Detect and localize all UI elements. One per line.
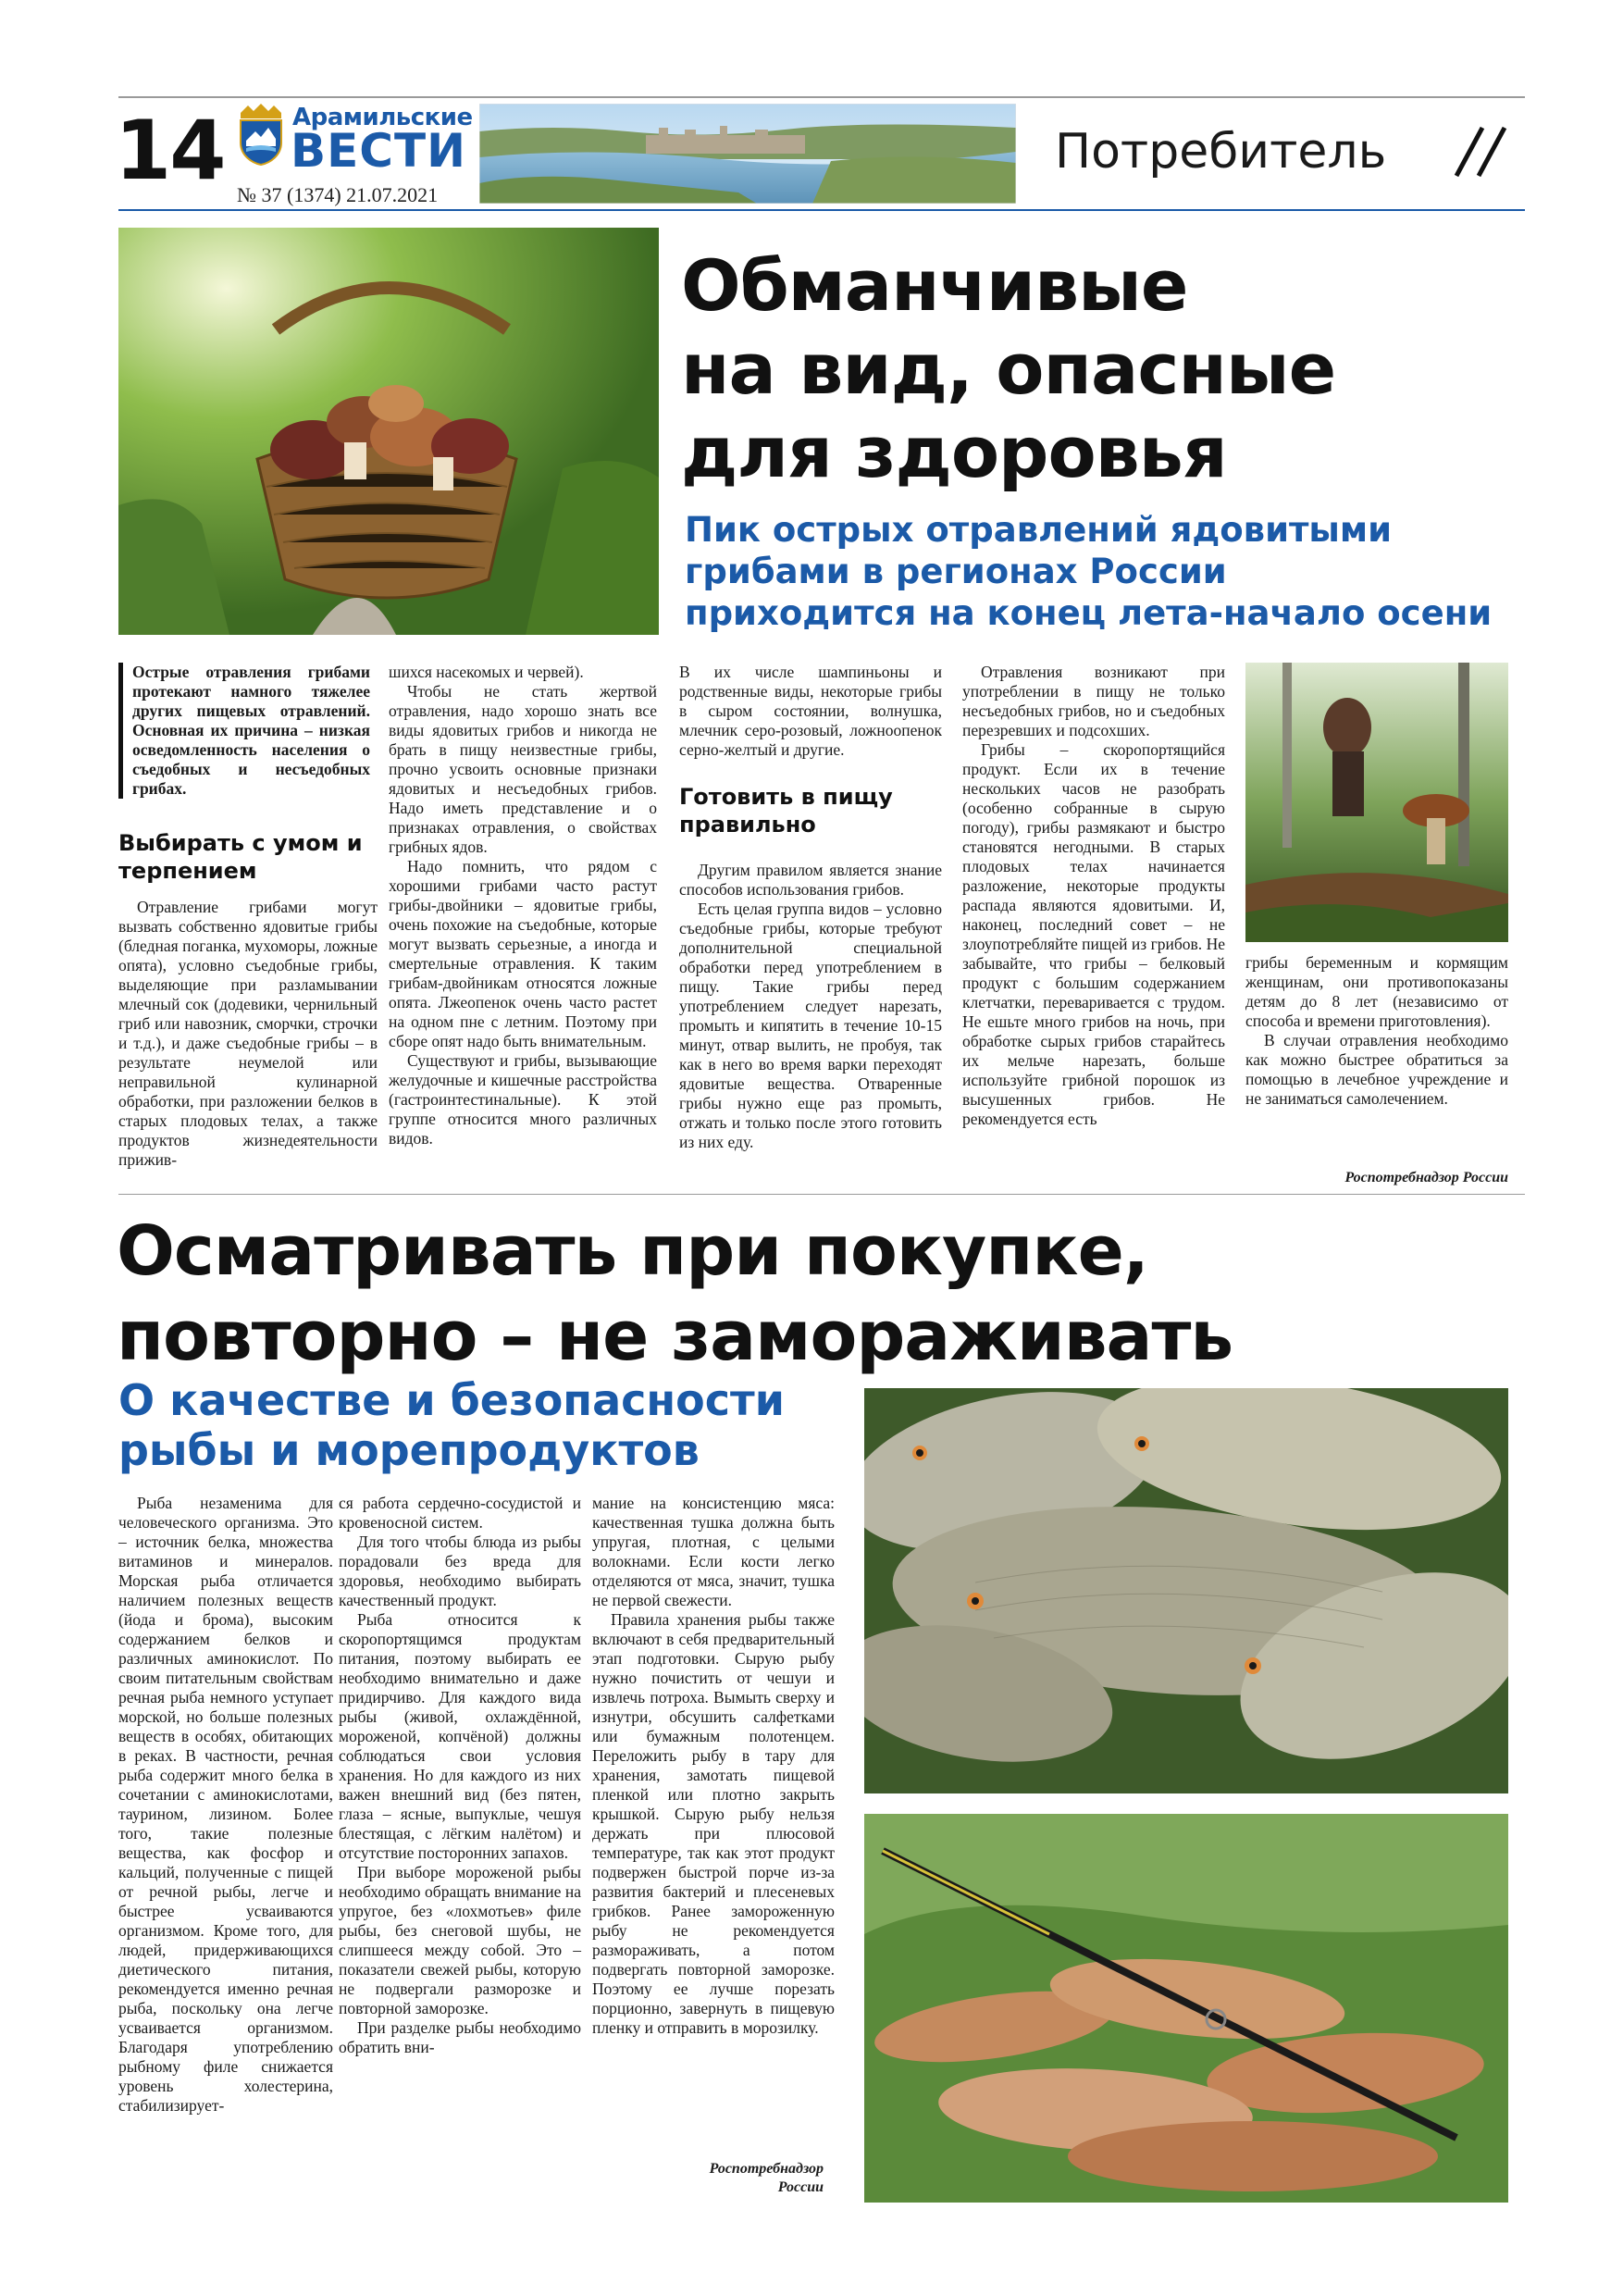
page-number: 14 [115,103,225,198]
mushroom-basket-photo [118,228,659,635]
article2-subheadline-line: рыбы и морепродуктов [118,1425,700,1475]
paragraph: Отравления возникают при употреблении в пищу не только несъедобных грибов, но и съедобных перезревших и подсохших. [962,663,1225,739]
town-panorama-image [479,104,1016,204]
article1-subheadline [685,509,1518,634]
paragraph: ся работа сердечно-сосудистой и кровеносной систем. [339,1494,581,1532]
article1-subheadline-line: приходится на конец лета-начало осени [685,593,1493,633]
article1-column-1 [118,898,378,1170]
article1-lead: Острые отравления грибами протекают намного тяжелее других пищевых отравлений. Основная их причина – низкая осведомленность населения о съедобных и несъедобных грибах. [118,663,370,799]
paragraph: шихся насекомых и червей). [389,663,584,681]
newspaper-logo [235,100,473,185]
paragraph: Чтобы не стать жертвой отравления, надо хорошо знать все виды ядовитых грибов и никогда не брать в пищу неизвестные грибы, прочно усвоить основные признаки ядовитых и несъедобных грибов. Надо иметь представление и о признаках отравления, о свойствах грибных ядов. [389,682,657,856]
paragraph: Рыба незаменима для человеческого организма. Это – источник белка, множества витаминов и минералов. Морская рыба отличается наличием полезных веществ (йода и брома), высоким содержанием белков и различных аминокислот. По своим питательным свойствам речная рыба немного уступает морской, но больше полезных веществ в особях, обитающих в реках. В частности, речная рыба содержит много белка в сочетании с аминокислотами, таурином, лизином. Более того, такие полезные вещества, как фосфор и кальций, полученные с пищей от речной рыбы, легче и быстрее усваиваются организмом. Кроме того, для людей, придерживающихся диетического питания, рекомендуется именно речная рыба, поскольку она легче усваивается организмом. Благодаря употреблению рыбному филе снижается уровень холестерина, стабилизирует- [118,1494,333,2115]
article1-headline-line: на вид, опасные [681,328,1336,410]
article2-subheadline-line: О качестве и безопасности [118,1375,785,1425]
issue-info: № 37 (1374) 21.07.2021 [237,183,439,206]
article2-subheadline [118,1375,859,1475]
paragraph: Надо помнить, что рядом с хорошими грибами часто растут грибы-двойники – ядовитые грибы, очень похожие на съедобные, которые могут вызвать серьезные, а иногда и смертельные отравления. К таким грибам-двойникам относятся ложные опята. Лжеопенок очень часто растет на одном пне с летним. Поэтому при сборе опят надо быть внимательным. [389,857,657,1050]
paragraph: В случаи отравления необходимо как можно быстрее обратиться за помощью в лечебное учреждение и не заниматься самолечением. [1245,1031,1508,1108]
article1-column-5 [1245,953,1508,1109]
paragraph: Грибы – скоропортящийся продукт. Если их в течение нескольких часов не разобрать (особенно собранные в сырую погоду), грибы размякают и быстро становятся негодными. В старых плодовых телах начинается разложение, некоторые продукты распада являются ядовитыми. И, наконец, последний совет – не злоупотребляйте пищей из грибов. Не забывайте, что грибы – белковый продукт с большим содержанием клетчатки, переваривается с трудом. Не ешьте много грибов на ночь, при обработке сырых грибов старайтесь их мельче нарезать, больше используйте грибной порошок из высушенных грибов. Не рекомендуется есть [962,740,1225,1128]
logo-top-text: Арамильские [292,104,473,131]
article2-headline-line: повторно – не замораживать [117,1297,1233,1376]
article-divider [118,1194,1525,1195]
double-slash-icon [1449,126,1514,178]
forest-mushroom-photo [1245,663,1508,942]
paragraph: грибы беременным и кормящим женщинам, они противопоказаны детям до 8 лет (независимо от способа и времени приготовления). [1245,953,1508,1030]
article1-column-3-body [679,861,942,1152]
article2-source [592,2160,824,2197]
article2-headline-line: Осматривать при покупке, [117,1211,1148,1291]
crest-icon [235,100,287,167]
paragraph: Для того чтобы блюда из рыбы порадовали без вреда для здоровья, необходимо выбирать качественный продукт. [339,1533,581,1609]
paragraph: Правила хранения рыбы также включают в себя предварительный этап подготовки. Сырую рыбу нужно почистить от чешуи и извлечь потроха. Вымыть сверху и изнутри, обсушить салфетками или бумажным полотенцем. Переложить рыбу в тару для хранения, замотать пищевой пленкой или плотно закрыть крышкой. Сырую рыбу нельзя держать при плюсовой температуре, так как этот продукт подвержен быстрой порче из-за развития бактерий и плесеневых грибков. Ранее замороженную рыбу не рекомендуется размораживать, а потом подвергать повторной заморозке. Поэтому ее лучше порезать порционно, завернуть в пищевую пленку и отправить в морозилку. [592,1610,835,2037]
paragraph: мание на консистенцию мяса: качественная тушка должна быть упругая, плотная, с целыми волокнами. Если кости легко отделяются от мяса, значит, тушка не первой свежести. [592,1494,835,1609]
paragraph: При разделке рыбы необходимо обратить вни- [339,2018,581,2056]
paragraph: В их числе шампиньоны и родственные виды, некоторые грибы в сыром состоянии, волнушка, млечник серо-розовый, ложноопенок серно-желтый и другие. [679,663,942,759]
paragraph: Рыба относится к скоропортящимся продуктам питания, поэтому выбирать ее необходимо внимательно и даже придирчиво. Для каждого вида рыбы (живой, охлаждённой, мороженой, копчёной) должны соблюдаться свои условия хранения. Но для каждого из них важен внешний вид (без пятен, глаза – ясные, выпуклые, чешуя блестящая, с лёгким налётом) и отсутствие посторонних запахов. [339,1610,581,1862]
article2-column-3 [592,1494,835,2038]
article1-heading-choose: Выбирать с умом и терпением [118,830,363,884]
article2-source-line: России [777,2179,824,2195]
article1-headline-line: для здоровья [681,411,1227,493]
article2-column-1 [118,1494,333,2116]
paragraph: Другим правилом является знание способов использования грибов. [679,861,942,899]
logo-main-text: ВЕСТИ [291,124,466,178]
article2-source-line: Роспотребнадзор [709,2161,824,2177]
paragraph: Есть целая группа видов – условно съедобные грибы, которые требуют дополнительной специальной обработки перед употреблением в пищу. Такие грибы перед употреблением следует нарезать, промыть и кипятить в течение 10-15 минут, отвар вылить, не пробуя, так как в него во время варки переходят ядовитые вещества. Отваренные грибы нужно еще раз промыть, отжать и только после этого готовить из них еду. [679,900,942,1151]
fishing-rod-fish-photo [864,1814,1508,2203]
article1-heading-cook: Готовить в пищу правильно [679,784,893,838]
carp-fish-photo [864,1388,1508,1793]
paragraph: Существуют и грибы, вызывающие желудочные и кишечные расстройства (гастроинтестинальные). К этой группе относится много различных видов. [389,1051,657,1148]
paragraph: Отравление грибами могут вызвать собственно ядовитые грибы (бледная поганка, мухоморы, ложные опята), условно съедобные грибы, выделяющие при разламывании млечный сок (додевики, чернильный гриб или навозник, сморчки, строчки и т.д.), и даже съедобные грибы – в результате неумелой или неправильной кулинарной обработки, при разложении белков в старых плодовых телах, а также продуктов жизнедеятельности прижив- [118,898,378,1169]
article2-column-2 [339,1494,581,2057]
article1-headline-line: Обманчивые [681,244,1188,327]
article1-column-4 [962,663,1225,1129]
article1-source: Роспотребнадзор России [1344,1170,1508,1185]
paragraph: При выборе мороженой рыбы необходимо обращать внимание на упругое, без «лохмотьев» филе рыбы, без снеговой шубы, не слипшееся между собой. Это – показатели свежей рыбы, которую не подвергали разморозке и повторной заморозке. [339,1863,581,2017]
article2-headline [117,1209,1523,1379]
article1-subheadline-line: Пик острых отравлений ядовитыми [685,510,1393,550]
top-rule [118,96,1525,98]
article1-subheadline-line: грибами в регионах России [685,552,1227,591]
article1-column-3 [679,663,942,760]
article1-headline [681,244,1514,494]
section-label: Потребитель [1055,124,1387,180]
article1-column-2 [389,663,657,1148]
header-divider [118,209,1525,211]
